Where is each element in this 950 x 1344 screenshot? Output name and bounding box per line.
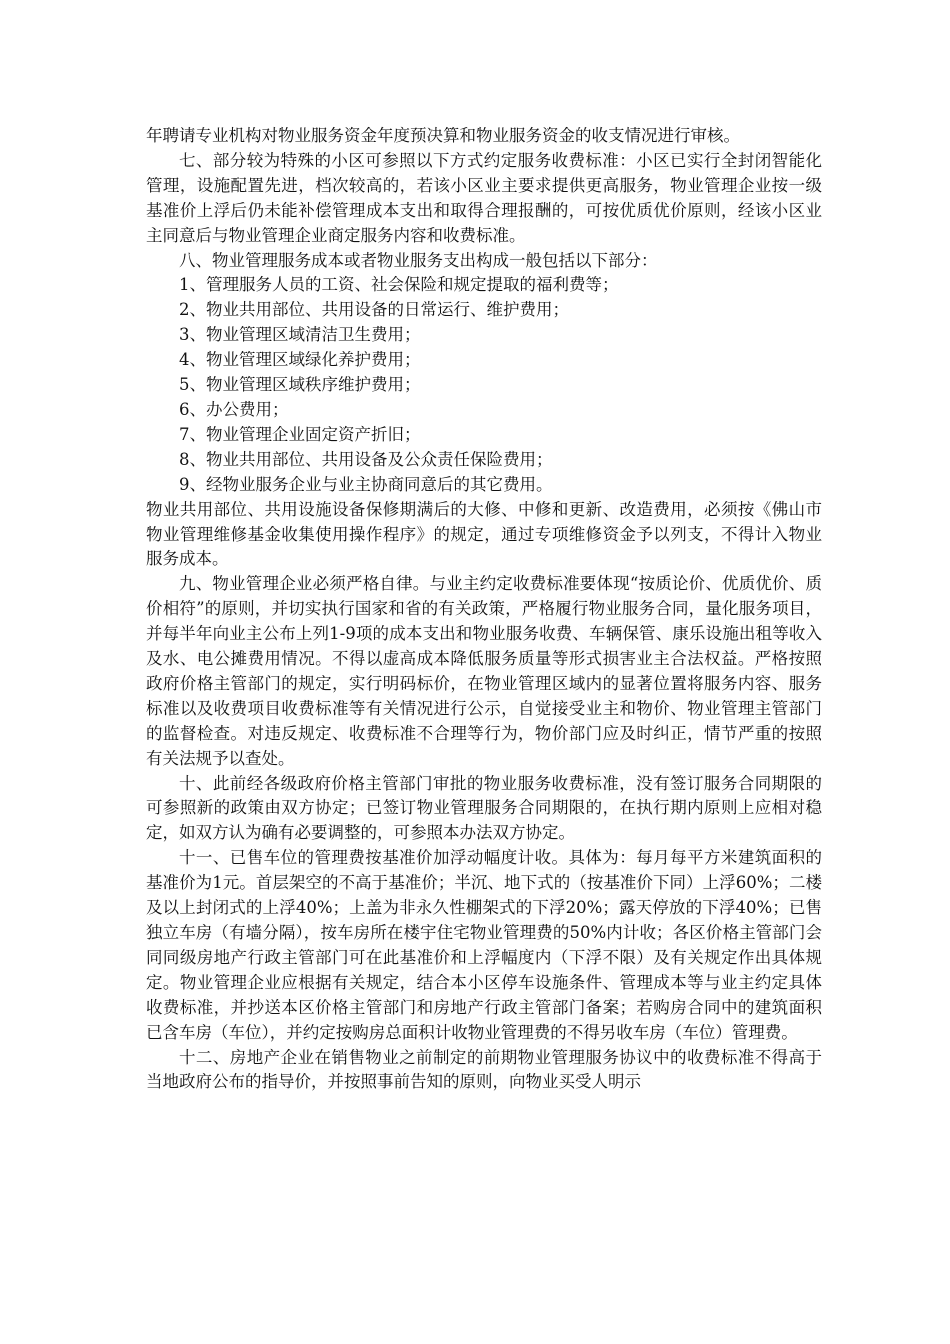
list-item-cost-7: 7、物业管理企业固定资产折旧； [179, 424, 421, 444]
list-item-cost-1: 1、管理服务人员的工资、社会保险和规定提取的福利费等； [179, 275, 619, 295]
list-item-cost-5: 5、物业管理区域秩序维护费用； [179, 375, 421, 395]
paragraph-audit-continuation: 年聘请专业机构对物业服务资金年度预决算和物业服务资金的收支情况进行审核。 [146, 126, 740, 145]
paragraph-section-7: 七、部分较为特殊的小区可参照以下方式约定服务收费标准：小区已实行全封闭智能化管理，设施配置先进，档次较高的，若该小区业主要求提供更高服务，物业管理企业按一级基准价上浮后仍未能补偿管理成本支出和取得合理报酬的，可按优质优价原则，经该小区业主同意后与物业管理企业商定服务内容和收费标准。 [146, 150, 822, 245]
paragraph-section-11: 十一、已售车位的管理费按基准价加浮动幅度计收。具体为：每月每平方米建筑面积的基准价为1元。首层架空的不高于基准价；半沉、地下式的（按基准价下同）上浮60%；二楼及以上封闭式的上浮40%；上盖为非永久性棚架式的下浮20%；露天停放的下浮40%；已售独立车房（有墙分隔），按车房所在楼宇住宅物业管理费的50%内计收；各区价格主管部门会同同级房地产行政主管部门可在此基准价和上浮幅度内（下浮不限）及有关规定作出具体规定。物业管理企业应根据有关规定，结合本小区停车设施条件、管理成本等与业主约定具体收费标准，并抄送本区价格主管部门和房地产行政主管部门备案；若购房合同中的建筑面积已含车房（车位），并约定按购房总面积计收物业管理费的不得另收车房（车位）管理费。 [146, 848, 822, 1042]
document-body [146, 124, 822, 1095]
paragraph-maintenance-fund: 物业共用部位、共用设施设备保修期满后的大修、中修和更新、改造费用，必须按《佛山市物业管理维修基金收集使用操作程序》的规定，通过专项维修资金予以列支，不得计入物业服务成本。 [146, 499, 822, 569]
list-item-cost-3: 3、物业管理区域清洁卫生费用； [179, 325, 421, 345]
list-item-cost-8: 8、物业共用部位、共用设备及公众责任保险费用； [179, 449, 553, 469]
list-item-cost-9: 9、经物业服务企业与业主协商同意后的其它费用。 [179, 474, 553, 494]
paragraph-section-12: 十二、房地产企业在销售物业之前制定的前期物业管理服务协议中的收费标准不得高于当地政府公布的指导价，并按照事前告知的原则，向物业买受人明示 [146, 1047, 822, 1092]
list-item-cost-4: 4、物业管理区域绿化养护费用； [179, 350, 421, 370]
paragraph-section-8: 八、物业管理服务成本或者物业服务支出构成一般包括以下部分： [179, 250, 658, 270]
paragraph-section-10: 十、此前经各级政府价格主管部门审批的物业服务收费标准，没有签订服务合同期限的可参照新的政策由双方协定；已签订物业管理服务合同期限的，在执行期内原则上应相对稳定，如双方认为确有必要调整的，可参照本办法双方协定。 [146, 773, 822, 843]
list-item-cost-6: 6、办公费用； [179, 399, 289, 419]
list-item-cost-2: 2、物业共用部位、共用设备的日常运行、维护费用； [179, 300, 569, 320]
paragraph-section-9: 九、物业管理企业必须严格自律。与业主约定收费标准要体现“按质论价、优质优价、质价相符”的原则，并切实执行国家和省的有关政策，严格履行物业服务合同，量化服务项目，并每半年向业主公布上列1-9项的成本支出和物业服务收费、车辆保管、康乐设施出租等收入及水、电公摊费用情况。不得以虚高成本降低服务质量等形式损害业主合法权益。严格按照政府价格主管部门的规定，实行明码标价，在物业管理区域内的显著位置将服务内容、服务标准以及收费项目收费标准等有关情况进行公示，自觉接受业主和物价、物业管理主管部门的监督检查。对违反规定、收费标准不合理等行为，物价部门应及时纠正，情节严重的按照有关法规予以查处。 [146, 574, 822, 768]
